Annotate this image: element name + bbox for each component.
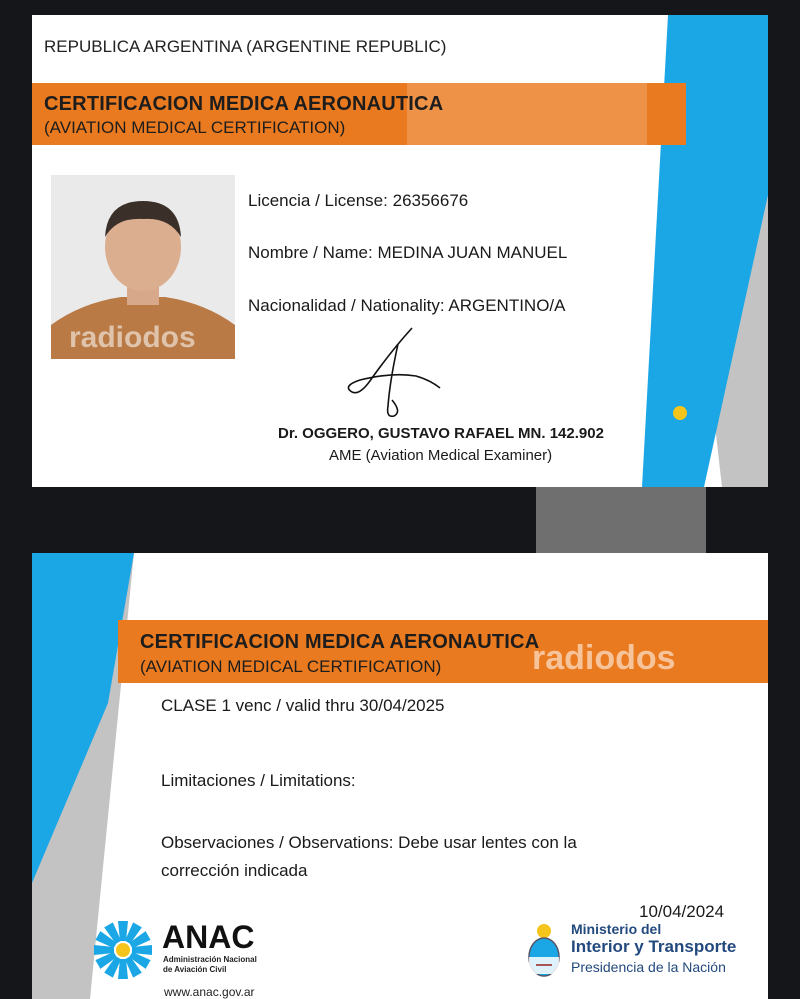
license-card-front [32,15,768,487]
back-card-subtitle: (AVIATION MEDICAL CERTIFICATION) [140,657,442,676]
name-label: Nombre / Name: [248,243,373,262]
license-label: Licencia / License: [248,191,388,210]
nationality-label: Nacionalidad / Nationality: [248,296,445,315]
issue-date: 10/04/2024 [639,902,725,921]
examiner-signature [332,320,452,425]
license-card-back [32,553,768,999]
card-title: CERTIFICACION MEDICA AERONAUTICA [44,93,444,115]
ministry-line-3: Presidencia de la Nación [571,959,726,975]
anac-logo-text: ANAC [162,919,255,955]
license-value: 26356676 [392,191,469,210]
sun-emblem-icon [648,381,712,445]
limitations-label: Limitaciones / Limitations: [161,771,356,790]
observations-line-2: corrección indicada [161,861,308,880]
name-value: MEDINA JUAN MANUEL [377,243,568,262]
license-row [248,191,468,211]
class-validity: CLASE 1 venc / valid thru 30/04/2025 [161,696,445,715]
nationality-value: ARGENTINO/A [448,296,566,315]
observations-line-1: Observaciones / Observations: Debe usar lentes con la [161,833,577,852]
nationality-row [248,296,565,316]
national-coat-of-arms-icon [524,921,564,979]
country-heading: REPUBLICA ARGENTINA (ARGENTINE REPUBLIC) [44,37,447,56]
anac-url: www.anac.gov.ar [164,985,255,999]
anac-full-name-1: Administración Nacional [163,955,257,964]
examiner-role: AME (Aviation Medical Examiner) [329,447,553,464]
ministry-line-1: Ministerio del [571,921,662,937]
examiner-name: Dr. OGGERO, GUSTAVO RAFAEL MN. 142.902 [278,425,604,442]
holder-photo [51,175,235,359]
back-watermark: radiodos [532,639,676,677]
name-row [248,243,567,263]
anac-full-name-2: de Aviación Civil [163,965,227,974]
gap-watermark [536,487,706,553]
card-subtitle: (AVIATION MEDICAL CERTIFICATION) [44,118,346,137]
anac-sun-icon [92,919,154,981]
back-card-title: CERTIFICACION MEDICA AERONAUTICA [140,631,540,653]
photo-watermark: radiodos [69,321,196,354]
ministry-line-2: Interior y Transporte [571,937,737,956]
